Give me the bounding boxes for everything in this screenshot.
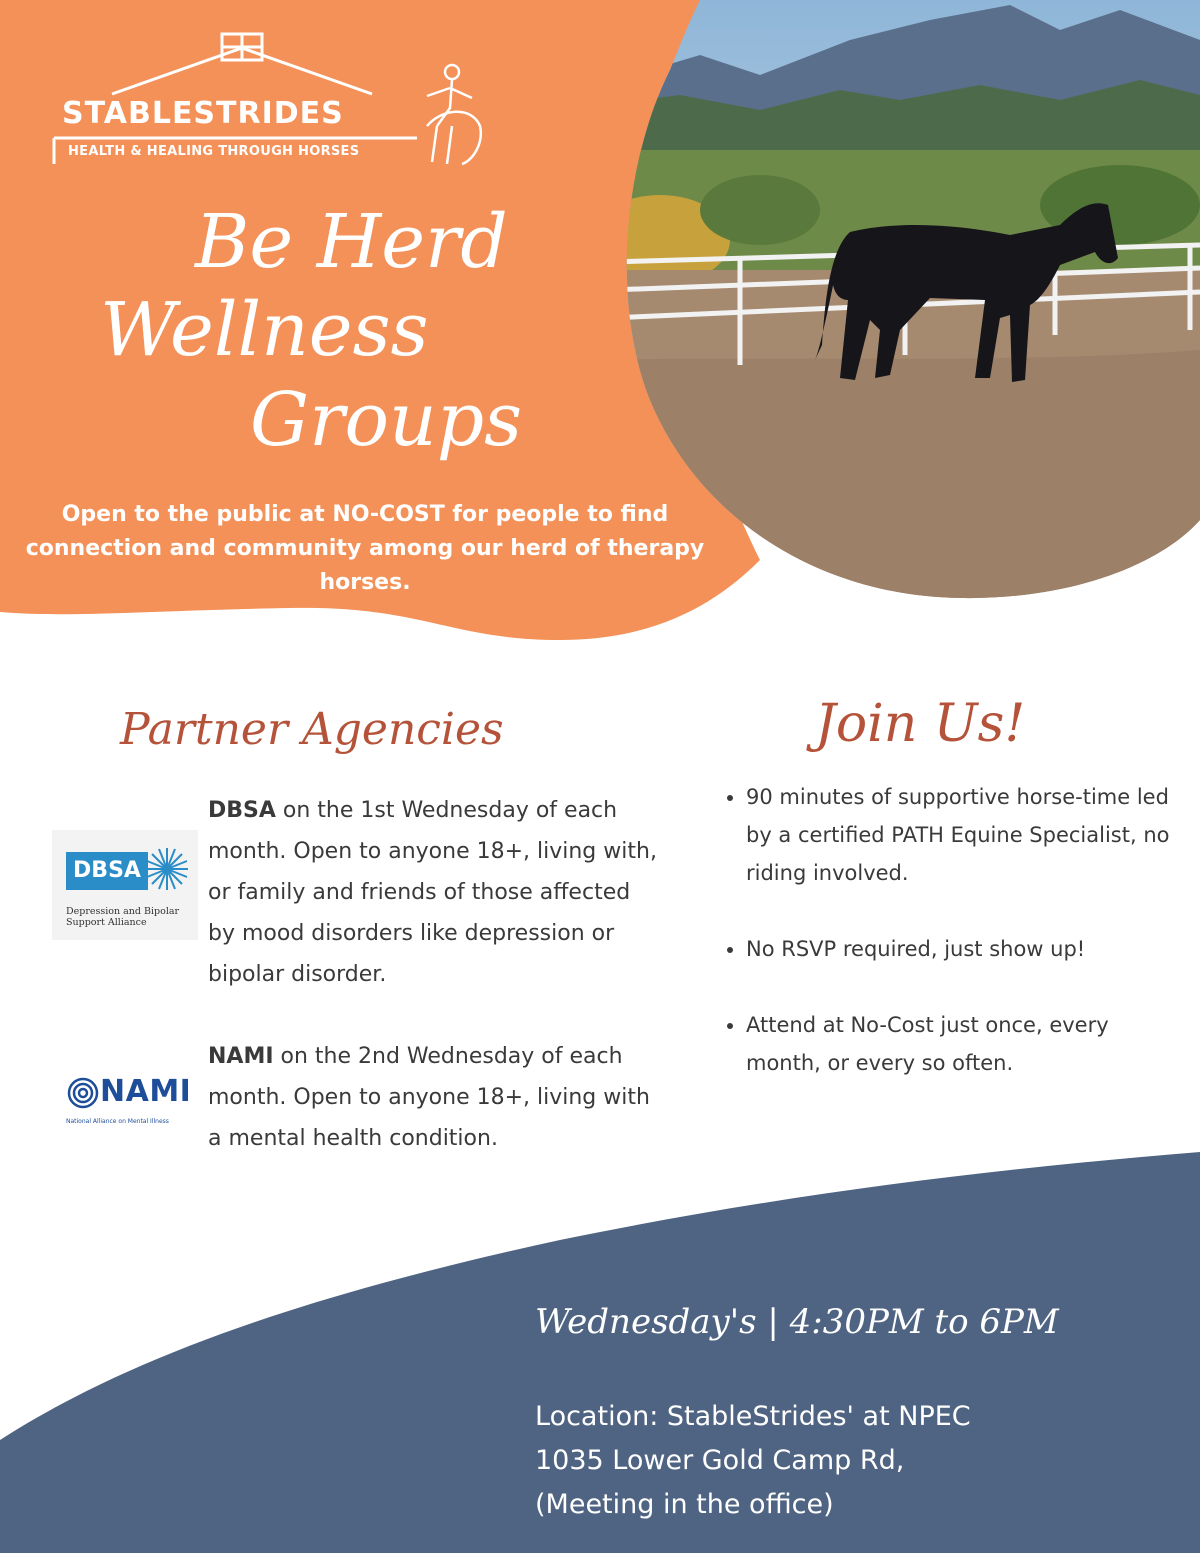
partner-agencies-heading: Partner Agencies bbox=[120, 704, 504, 755]
hero-title-line-2: Wellness bbox=[100, 287, 429, 373]
dbsa-logo-abbr: DBSA bbox=[66, 852, 148, 890]
starburst-icon bbox=[144, 846, 190, 892]
nami-text: on the 2nd Wednesday of each month. Open to anyone 18+, living with a mental health condition. bbox=[208, 1044, 650, 1151]
join-us-list bbox=[722, 778, 1186, 1120]
logo bbox=[52, 26, 492, 176]
location-line-3: (Meeting in the office) bbox=[535, 1489, 834, 1520]
brand-tagline: HEALTH & HEALING THROUGH HORSES bbox=[68, 144, 360, 159]
nami-swirl-icon bbox=[66, 1076, 100, 1110]
nami-logo bbox=[66, 1074, 192, 1126]
nami-description bbox=[208, 1036, 658, 1159]
dbsa-logo-name bbox=[66, 906, 196, 928]
hero-subtitle: Open to the public at NO-COST for people to find connection and community among our herd of therapy horses. bbox=[25, 502, 705, 595]
hero-title-line-1: Be Herd bbox=[195, 199, 508, 285]
location-line-2: 1035 Lower Gold Camp Rd, bbox=[535, 1445, 905, 1476]
schedule-time: Wednesday's | 4:30PM to 6PM bbox=[535, 1302, 1059, 1342]
join-us-heading: Join Us! bbox=[815, 694, 1026, 754]
dbsa-description bbox=[208, 790, 658, 995]
list-item: • Attend at No-Cost just once, every month, or every so often. bbox=[746, 1006, 1186, 1082]
nami-logo-name: National Alliance on Mental Illness bbox=[66, 1118, 169, 1125]
location-line-1: Location: StableStrides' at NPEC bbox=[535, 1401, 971, 1432]
list-item: • 90 minutes of supportive horse-time led by a certified PATH Equine Specialist, no riding involved. bbox=[746, 778, 1186, 892]
nami-logo-abbr: NAMI bbox=[100, 1074, 192, 1109]
brand-name: STABLESTRIDES bbox=[62, 96, 344, 131]
hero-title-line-3: Groups bbox=[250, 377, 523, 463]
dbsa-logo bbox=[52, 830, 198, 940]
dbsa-logo-name-line-2: Support Alliance bbox=[66, 917, 147, 928]
location-block bbox=[535, 1395, 971, 1527]
list-item: • No RSVP required, just show up! bbox=[746, 930, 1186, 968]
dbsa-logo-name-line-1: Depression and Bipolar bbox=[66, 906, 180, 917]
nami-lead: NAMI bbox=[208, 1044, 274, 1069]
dbsa-lead: DBSA bbox=[208, 798, 276, 823]
hero-title bbox=[100, 199, 640, 485]
dbsa-text: on the 1st Wednesday of each month. Open to anyone 18+, living with, or family and friends of those affected by mood disorders like depression or bipolar disorder. bbox=[208, 798, 657, 987]
